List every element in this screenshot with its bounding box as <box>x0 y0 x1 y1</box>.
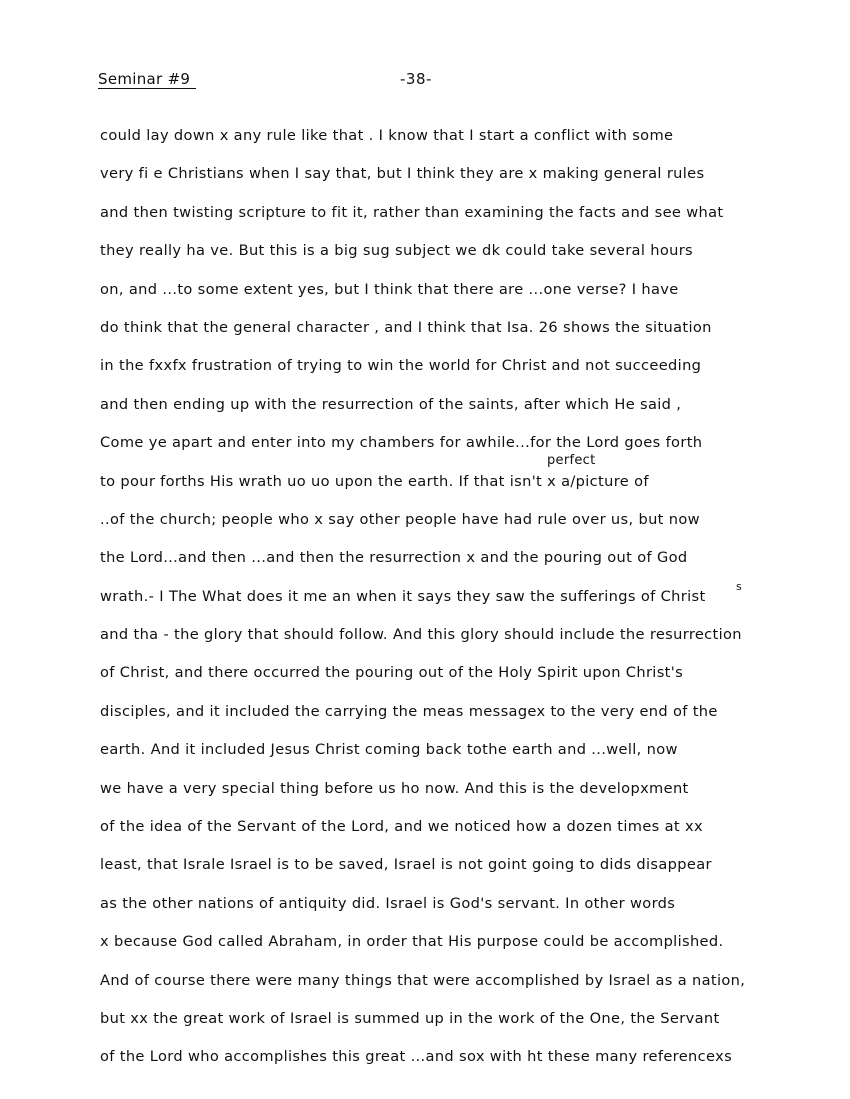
text-line: do think that the general character , and I think that Isa. 26 shows the situation <box>100 318 712 336</box>
text-line: ..of the church; people who x say other people have had rule over us, but now <box>100 510 700 528</box>
text-line: the Lord...and then ...and then the resurrection x and the pouring out of God <box>100 549 688 567</box>
text-line: as the other nations of antiquity did. Israel is God's servant. In other words <box>100 894 676 912</box>
text-line: wrath.- I The What does it me an when it says they saw the sufferings of Christ <box>100 587 706 605</box>
text-line: earth. And it included Jesus Christ coming back tothe earth and ...well, now <box>100 741 678 759</box>
text-line: to pour forths His wrath uo uo upon the earth. If that isn't x a/picture of <box>100 472 649 490</box>
text-line: on, and ...to some extent yes, but I think that there are ...one verse? I have <box>100 280 679 298</box>
text-line: of the idea of the Servant of the Lord, and we noticed how a dozen times at xx <box>100 818 703 836</box>
text-line: we have a very special thing before us ho now. And this is the developxment <box>100 779 689 797</box>
text-line: x because God called Abraham, in order that His purpose could be accomplished. <box>100 933 724 951</box>
interlinear-insertion-s: s <box>736 580 743 593</box>
text-line: and then twisting scripture to fit it, rather than examining the facts and see what <box>100 203 724 221</box>
text-line: least, that Israle Israel is to be saved, Israel is not goint going to dids disappear <box>100 856 712 874</box>
text-line: in the fxxfx frustration of trying to win the world for Christ and not succeeding <box>100 357 702 375</box>
text-line: disciples, and it included the carrying the meas messagex to the very end of the <box>100 702 718 720</box>
text-line: and then ending up with the resurrection of the saints, after which He said , <box>100 395 682 413</box>
text-line: but xx the great work of Israel is summed up in the work of the One, the Servant <box>100 1009 720 1027</box>
text-line: could lay down x any rule like that . I know that I start a conflict with some <box>100 127 674 144</box>
text-line: And of course there were many things that were accomplished by Israel as a nation, <box>100 971 746 989</box>
text-line: Come ye apart and enter into my chambers for awhile...for the Lord goes forth <box>100 434 703 452</box>
text-line: and tha - the glory that should follow. And this glory should include the resurrection <box>100 626 742 644</box>
text-line: of Christ, and there occurred the pouring out of the Holy Spirit upon Christ's <box>100 664 684 682</box>
transcript-body <box>100 124 820 1084</box>
text-line: they really ha ve. But this is a big sug subject we dk could take several hours <box>100 242 694 260</box>
text-line: very fi e Christians when I say that, but I think they are x making general rules <box>100 165 705 183</box>
seminar-title: Seminar #9 <box>98 70 196 89</box>
interlinear-insertion-perfect: perfect <box>547 453 596 468</box>
text-line: of the Lord who accomplishes this great ...and sox with ht these many referencexs <box>100 1048 733 1066</box>
page-number: -38- <box>400 70 432 88</box>
